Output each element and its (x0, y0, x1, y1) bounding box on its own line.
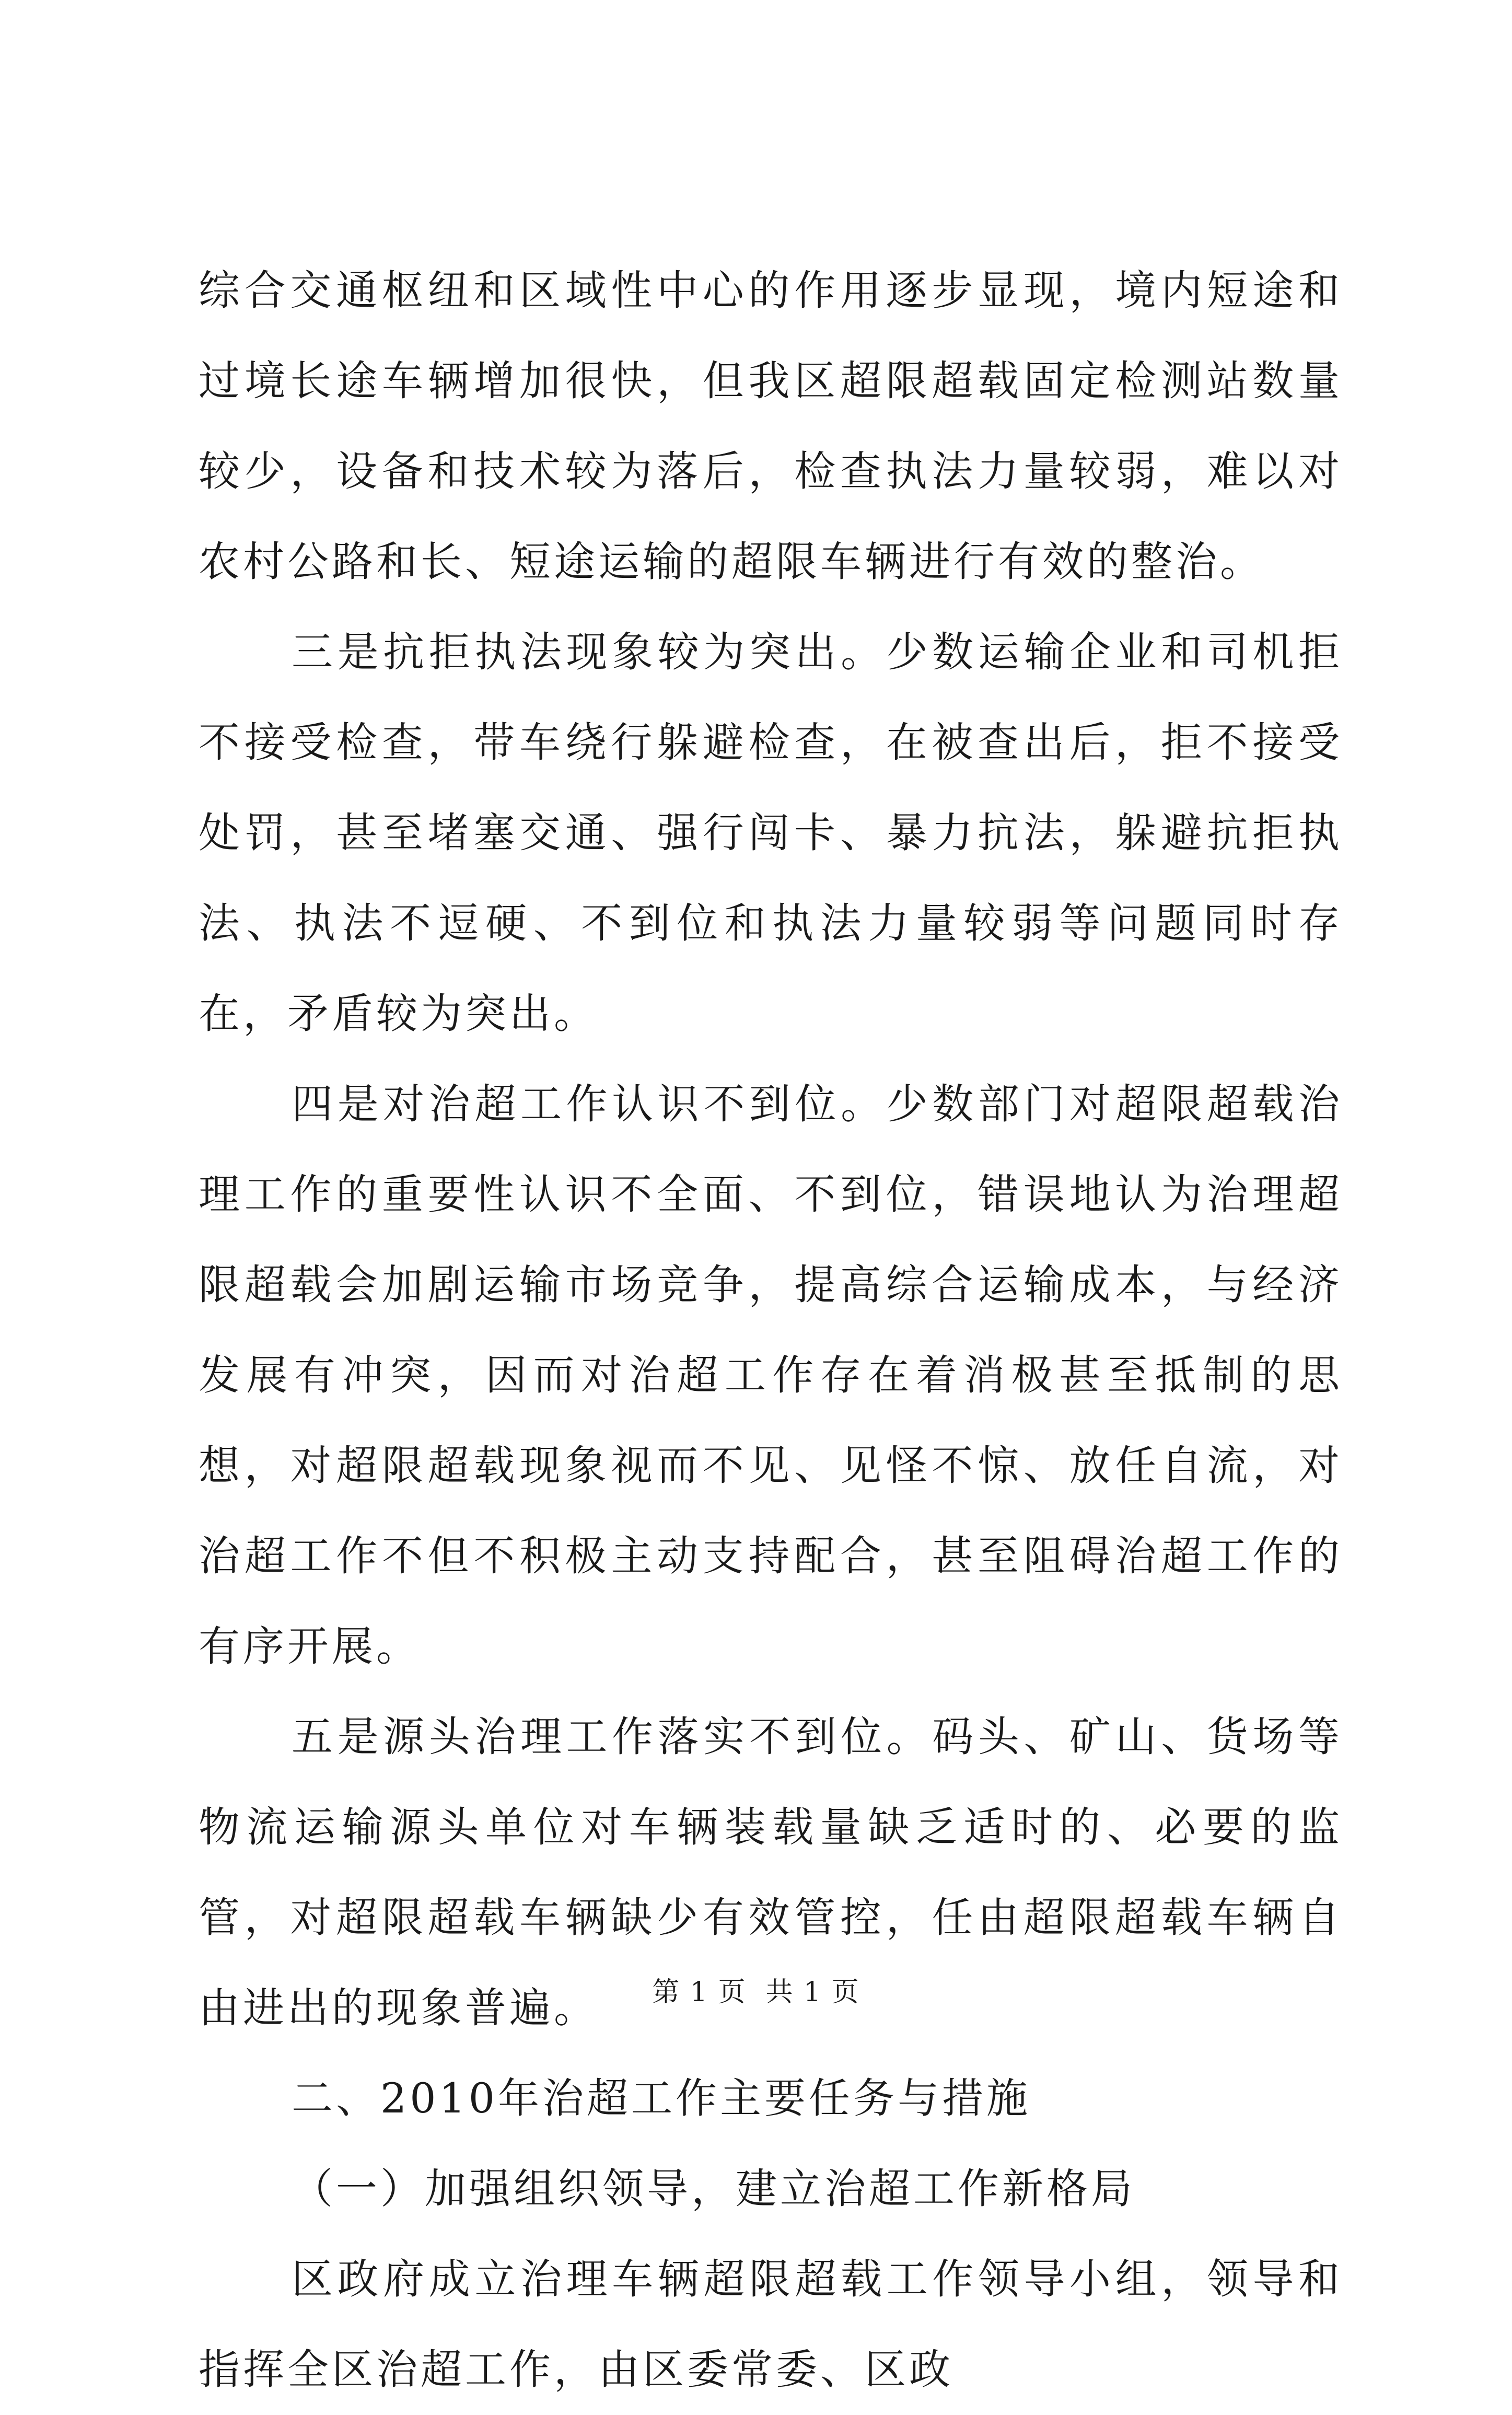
paragraph-1: 综合交通枢纽和区域性中心的作用逐步显现，境内短途和过境长途车辆增加很快，但我区超限超载固定检测站数量较少，设备和技术较为落后，检查执法力量较弱，难以对农村公路和长、短途运输的超限车辆进行有效的整治。 (199, 266, 1343, 586)
page-number: 第 1 页 共 1 页 (652, 1977, 860, 2008)
document-body (199, 246, 1343, 2415)
paragraph-3: 四是对治超工作认识不到位。少数部门对超限超载治理工作的重要性认识不全面、不到位，错误地认为治理超限超载会加剧运输市场竞争，提高综合运输成本，与经济发展有冲突，因而对治超工作存在着消极甚至抵制的思想，对超限超载现象视而不见、见怪不惊、放任自流，对治超工作不但不积极主动支持配合，甚至阻碍治超工作的有序开展。 (199, 1080, 1343, 1670)
subsection-heading: （一）加强组织领导，建立治超工作新格局 (292, 2165, 1135, 2213)
paragraph-4: 五是源头治理工作落实不到位。码头、矿山、货场等物流运输源头单位对车辆装载量缺乏适时的、必要的监管，对超限超载车辆缺少有效管控，任由超限超载车辆自由进出的现象普遍。 (199, 1713, 1343, 2032)
paragraph-2: 三是抗拒执法现象较为突出。少数运输企业和司机拒不接受检查，带车绕行躲避检查，在被查出后，拒不接受处罚，甚至堵塞交通、强行闯卡、暴力抗法，躲避抗拒执法、执法不逗硬、不到位和执法力量较弱等问题同时存在，矛盾较为突出。 (199, 628, 1343, 1038)
section-heading: 二、2010年治超工作主要任务与措施 (292, 2074, 1031, 2122)
page-footer (0, 1970, 1512, 2009)
paragraph-5: 区政府成立治理车辆超限超载工作领导小组，领导和指挥全区治超工作，由区委常委、区政 (199, 2255, 1343, 2394)
